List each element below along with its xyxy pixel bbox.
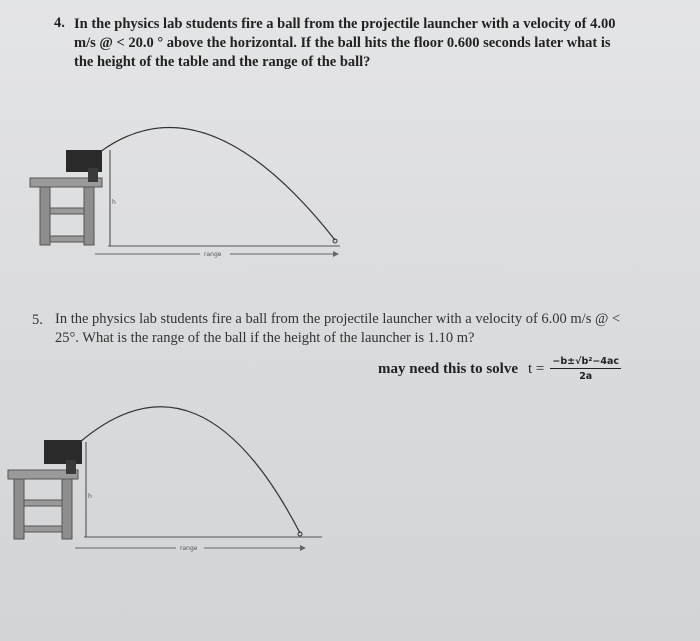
height-label-2: h	[88, 493, 92, 500]
hint-variable: t =	[528, 360, 545, 377]
range-label: range	[204, 251, 222, 258]
height-label: h	[112, 199, 116, 206]
problem-4-line-3: the height of the table and the range of the ball?	[74, 54, 371, 70]
range-label-2: range	[180, 545, 198, 552]
problem-4-number: 4.	[54, 15, 65, 31]
problem-4-line-1: In the physics lab students fire a ball from the projectile launcher with a velocity of 4.00	[74, 16, 616, 32]
problem-4-line-2: m/s @ < 20.0 ° above the horizontal. If the ball hits the floor 0.600 seconds later what is	[74, 35, 611, 51]
launcher-clamp-2	[66, 460, 76, 474]
table-rail-2	[24, 500, 62, 506]
launcher-icon-2	[44, 440, 82, 464]
trajectory-curve-2	[80, 407, 300, 533]
range-arrow-icon-2	[300, 545, 306, 551]
hint-text: may need this to solve	[378, 360, 518, 377]
table-leg-left-2	[14, 479, 24, 539]
table-leg-right-2	[62, 479, 72, 539]
problem-5-number: 5.	[32, 312, 43, 328]
problem-5-line-2: 25°. What is the range of the ball if the height of the launcher is 1.10 m?	[55, 330, 475, 346]
formula-numerator: −b±√b²−4ac	[552, 356, 620, 367]
formula-denominator: 2a	[579, 371, 593, 382]
table-rail-low-2	[24, 526, 62, 532]
problem-5-line-1: In the physics lab students fire a ball from the projectile launcher with a velocity of 6.00 m/s @ <	[55, 311, 621, 327]
